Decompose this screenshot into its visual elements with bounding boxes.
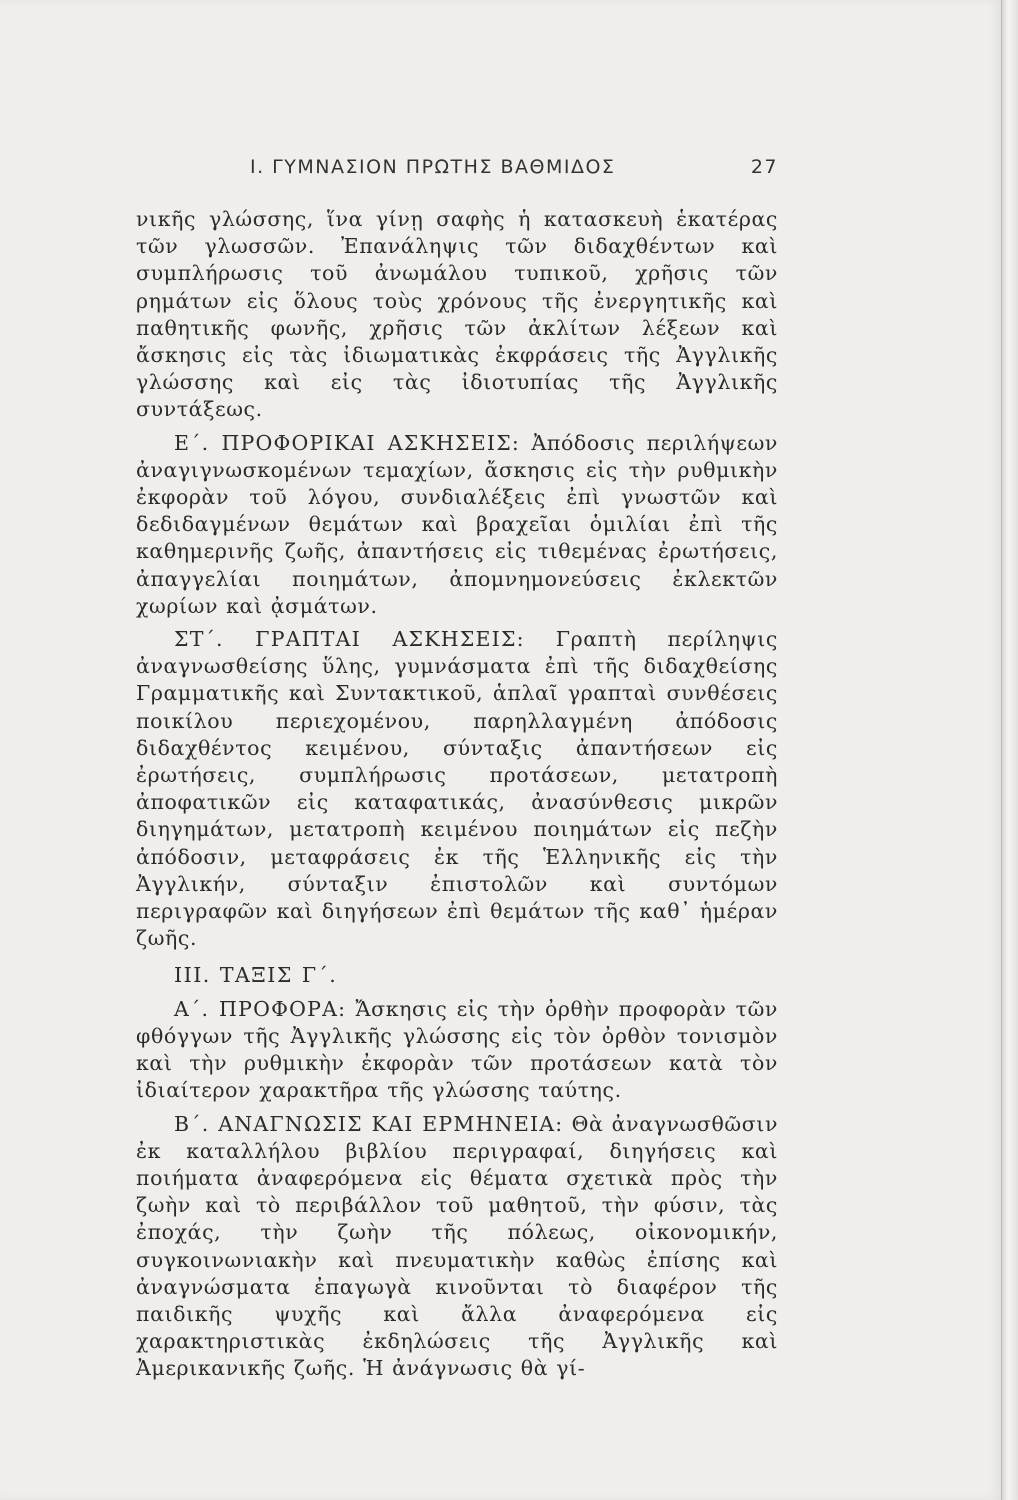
text-reading: Θὰ ἀναγνωσθῶσιν ἐκ καταλλήλου βιβλίου περιγραφαί, διηγήσεις καὶ ποιήματα ἀναφερόμενα εἰς θέματα σχετικὰ πρὸς τὴν ζωὴν καὶ τὸ περιβάλλον τοῦ μαθητοῦ, τὴν φύσιν, τὰς ἐποχάς, τὴν ζωὴν τῆς πόλεως, οἰκονομικήν, συγκοινωνιακὴν καὶ πνευματικὴν καθὼς ἐπίσης καὶ ἀναγνώσματα ἐπαγωγὰ κινοῦνται τὸ διαφέρον τῆς παιδικῆς ψυχῆς καὶ ἄλλα ἀναφερόμενα εἰς χαρακτηριστικὰς ἐκδηλώσεις τῆς Ἀγγλικῆς καὶ Ἀμερικανικῆς ζωῆς. Ἡ ἀνάγνωσις θὰ γί- [136, 1111, 779, 1381]
paragraph-written-exercises [136, 626, 778, 952]
running-head [250, 156, 778, 182]
label-oral-exercises: Ε΄. ΠΡΟΦΟΡΙΚΑΙ ΑΣΚΗΣΕΙΣ: [174, 430, 520, 455]
label-written-exercises: ΣΤ΄. ΓΡΑΠΤΑΙ ΑΣΚΗΣΕΙΣ: [174, 627, 525, 652]
label-pronunciation: Α΄. ΠΡΟΦΟΡΑ: [174, 996, 347, 1021]
page-edge [1001, 0, 1018, 1500]
text-written-exercises: Γραπτὴ περίληψις ἀναγνωσθείσης ὕλης, γυμνάσματα ἐπὶ τῆς διδαχθείσης Γραμματικῆς καὶ Συντακτικοῦ, ἁπλαῖ γραπταὶ συνθέσεις ποικίλου περιεχομένου, παρηλλαγμένη ἀπόδοσις διδαχθέντος κειμένου, σύνταξις ἀπαντήσεων εἰς ἐρωτήσεις, συμπλήρωσις προτάσεων, μετατροπὴ ἀποφατικῶν εἰς καταφατικάς, ἀνασύνθεσις μικρῶν διηγημάτων, μετατροπὴ κειμένου ποιημάτων εἰς πεζὴν ἀπόδοσιν, μεταφράσεις ἐκ τῆς Ἑλληνικῆς εἰς τὴν Ἀγγλικήν, σύνταξιν ἐπιστολῶν καὶ συντόμων περιγραφῶν καὶ διηγήσεων ἐπὶ θεμάτων τῆς καθ᾽ ἡμέραν ζωῆς. [136, 627, 778, 951]
body-text [136, 206, 778, 1383]
text-pronunciation: Ἄσκησις εἰς τὴν ὀρθὴν προφορὰν τῶν φθόγγων τῆς Ἀγγλικῆς γλώσσης εἰς τὸν ὀρθὸν τονισμὸν καὶ τὴν ρυθμικὴν ἐκφορὰν τῶν προτάσεων κατὰ τὸν ἰδιαίτερον χαρακτῆρα τῆς γλώσσης ταύτης. [136, 996, 778, 1103]
label-reading: Β΄. ΑΝΑΓΝΩΣΙΣ ΚΑΙ ΕΡΜΗΝΕΙΑ: [174, 1111, 564, 1136]
text-oral-exercises: Ἀπόδοσις περιλήψεων ἀναγιγνωσκομένων τεμαχίων, ἄσκησις εἰς τὴν ρυθμικὴν ἐκφορὰν τοῦ λόγου, συνδιαλέξεις ἐπὶ γνωστῶν καὶ δεδιδαγμένων θεμάτων καὶ βραχεῖαι ὁμιλίαι ἐπὶ τῆς καθημερινῆς ζωῆς, ἀπαντήσεις εἰς τιθεμένας ἐρωτήσεις, ἀπαγγελίαι ποιημάτων, ἀπομνημονεύσεις ἐκλεκτῶν χωρίων καὶ ᾀσμάτων. [136, 430, 778, 618]
paragraph-oral-exercises [136, 430, 778, 620]
paragraph-reading [136, 1111, 778, 1383]
running-head-title: I. ΓΥΜΝΑΣΙΟΝ ΠΡΩΤΗΣ ΒΑΘΜΙΔΟΣ [250, 156, 616, 178]
section-heading: III. ΤΑΞΙΣ Γ΄. [174, 963, 338, 988]
paragraph-pronunciation [136, 996, 778, 1105]
page-number: 27 [750, 156, 778, 178]
paragraph-continuation: νικῆς γλώσσης, ἵνα γίνῃ σαφὴς ἡ κατασκευὴ ἑκατέρας τῶν γλωσσῶν. Ἐπανάληψις τῶν διδαχθέντων καὶ συμπλήρωσις τοῦ ἀνωμάλου τυπικοῦ, χρῆσις τῶν ρημάτων εἰς ὅλους τοὺς χρόνους τῆς ἐνεργητικῆς καὶ παθητικῆς φωνῆς, χρῆσις τῶν ἀκλίτων λέξεων καὶ ἄσκησις εἰς τὰς ἰδιωματικὰς ἐκφράσεις τῆς Ἀγγλικῆς γλώσσης καὶ εἰς τὰς ἰδιοτυπίας τῆς Ἀγγλικῆς συντάξεως. [136, 207, 778, 422]
